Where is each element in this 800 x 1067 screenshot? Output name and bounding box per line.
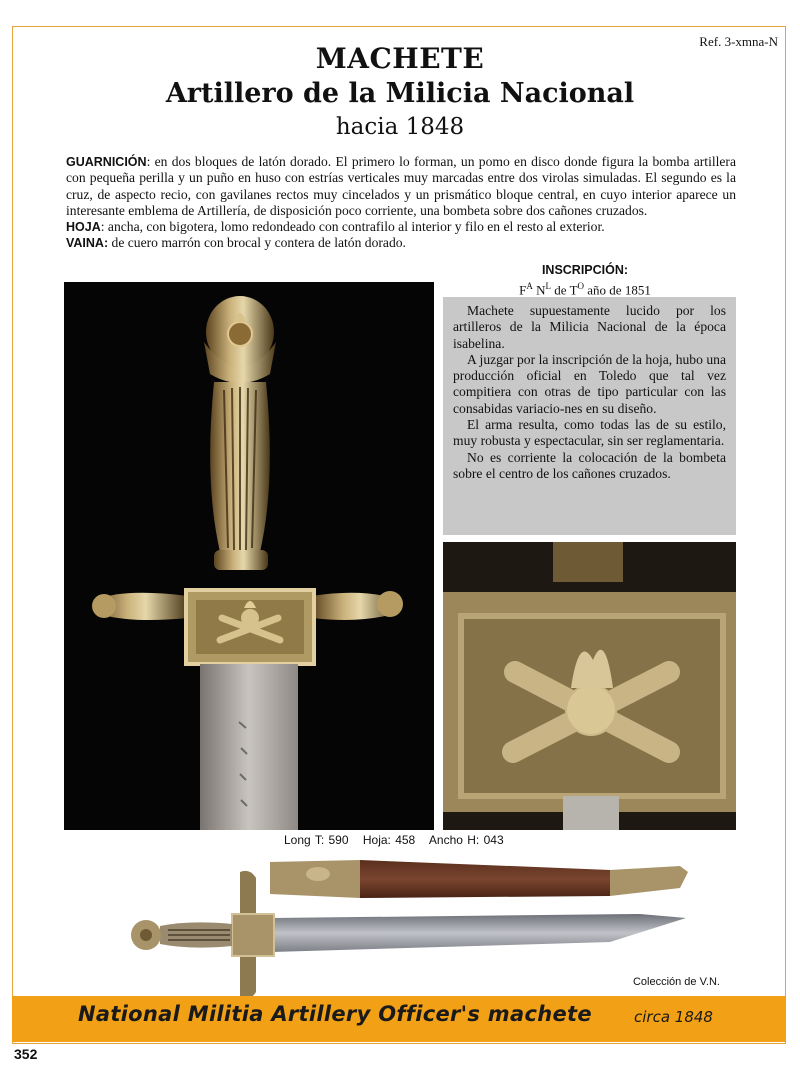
emblem-detail-photo (443, 542, 736, 830)
inscription-text: $F^A$ $N^L$ de $T^O$ año de 1851 (519, 281, 651, 298)
page-title: MACHETE (315, 42, 485, 75)
guarnicion-label: GUARNICIÓN (66, 155, 147, 169)
vaina-paragraph (66, 235, 736, 251)
blade (200, 664, 298, 830)
english-title-band (12, 996, 786, 1042)
notes-box (443, 297, 736, 535)
vaina-label: VAINA: (66, 236, 109, 251)
description (66, 154, 736, 252)
inscription-heading: INSCRIPCIÓN: (541, 263, 629, 277)
note-paragraph: A juzgar por la inscripción de la hoja, hubo una producción oficial en Toledo que tal vez compitiera con otras de tipo particular con las consabidas variacio-nes en su diseño. (453, 351, 726, 416)
hoja-label: HOJA (66, 220, 101, 235)
english-title: National Militia Artillery Officer's machete (78, 1002, 592, 1026)
guarnicion-text: : en dos bloques de latón dorado. El primero lo forman, un pomo en disco donde figura la bomba artillera con pequeña perilla y un puño en huso con estrías verticales muy marcadas entre dos virolas simuladas. El segundo es la cruz, de aspecto recio, con gavilanes rectos muy cincelados y un prismático bloque central, en cuyo interior aparece un interesante emblema de Artillería, de disposición poco corriente, una bombeta sobre dos cañones cruzados. (66, 154, 736, 218)
total-length: Long T: 590 (284, 833, 349, 847)
scabbard-chape (610, 866, 688, 896)
note-paragraph: El arma resulta, como todas las de su estilo, muy robusta y espectacular, sin ser reglamentaria. (453, 417, 726, 449)
inscription (470, 262, 700, 298)
machete-blade (272, 914, 686, 952)
blade-width: Ancho H: 043 (428, 833, 504, 847)
note-paragraph: Machete supuestamente lucido por los artilleros de la Milicia Nacional de la época isabelina. (453, 303, 726, 351)
page-number: 352 (14, 1046, 38, 1062)
scabbard-leather (360, 860, 610, 898)
note-paragraph: No es corriente la colocación de la bombeta sobre el centro de los cañones cruzados. (453, 449, 726, 481)
english-date: circa 1848 (634, 1008, 713, 1026)
guarnicion-paragraph (66, 154, 736, 219)
hoja-paragraph (66, 219, 736, 235)
hilt-photo (64, 282, 434, 830)
measurements (284, 833, 514, 847)
collection-credit: Colección de V.N. (632, 976, 720, 988)
reference-code: Ref. 3-xmna-N (699, 34, 778, 49)
full-machete-photo (120, 852, 700, 1002)
vaina-text: de cuero marrón con brocal y contera de latón dorado. (108, 235, 406, 251)
page-subtitle: Artillero de la Milicia Nacional (165, 78, 635, 109)
blade-length: Hoja: 458 (362, 833, 416, 847)
hoja-text: : ancha, con bigotera, lomo redondeado con contrafilo al interior y filo en el resto al exterior. (100, 219, 605, 235)
page-date: hacia 1848 (335, 114, 465, 140)
